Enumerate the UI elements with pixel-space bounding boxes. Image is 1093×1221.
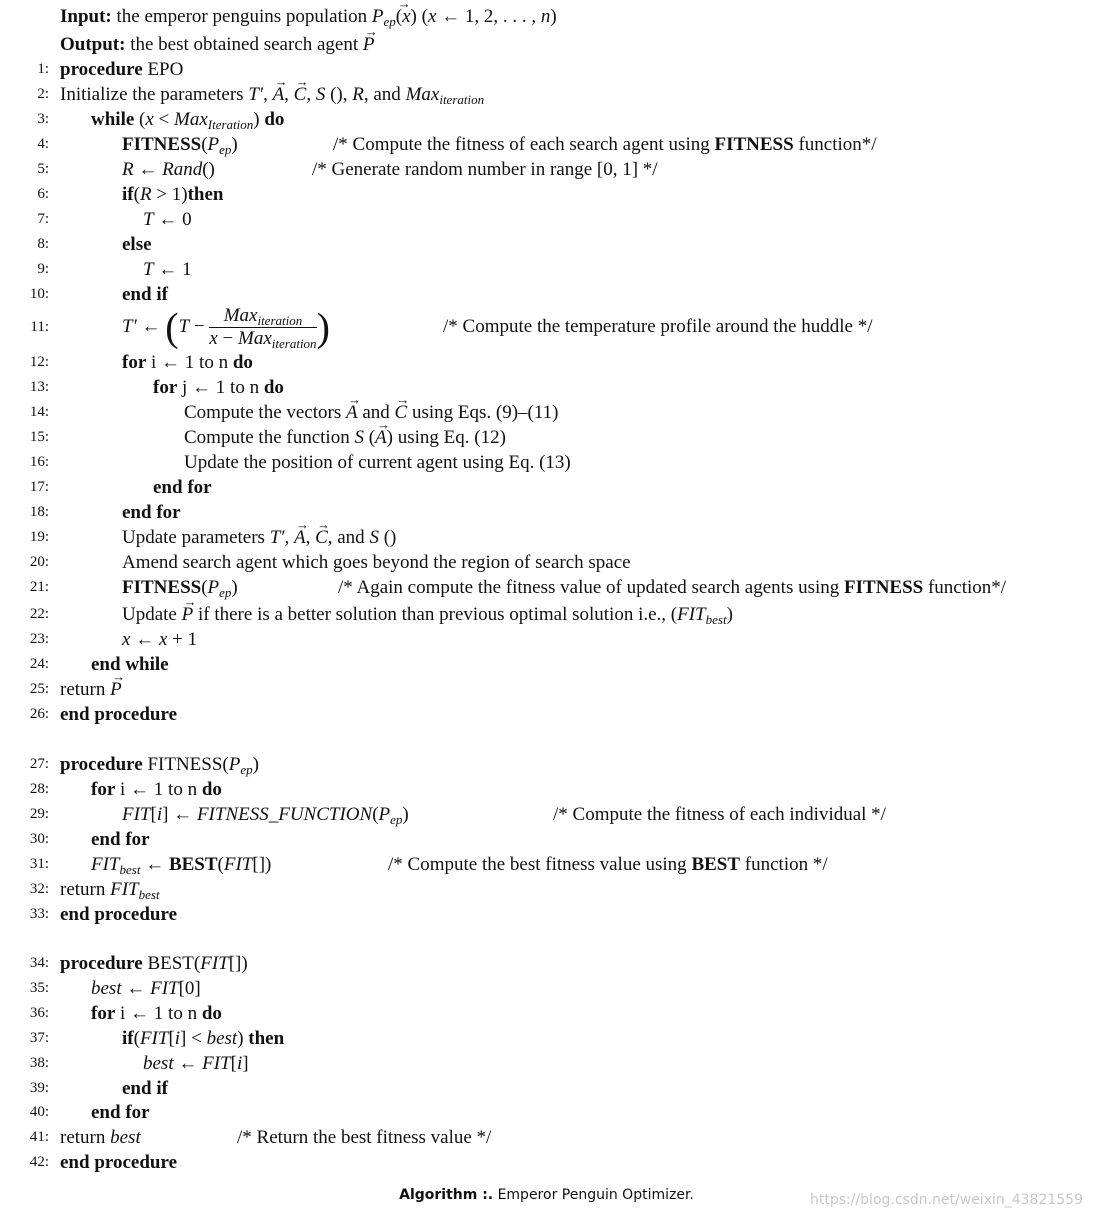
algo-line-36: 36: for i ← 1 to n do bbox=[29, 1003, 222, 1024]
output-label: Output: bbox=[60, 34, 126, 55]
algo-line-6: 6: if(R > 1)then bbox=[37, 184, 224, 205]
algo-line-42: 42: end procedure bbox=[29, 1152, 177, 1173]
algo-line-20: 20: Amend search agent which goes beyond the region of search space bbox=[29, 552, 631, 573]
algo-line-33: 33: end procedure bbox=[29, 904, 177, 925]
algo-line-39: 39: end if bbox=[29, 1078, 168, 1099]
output-text: the best obtained search agent bbox=[130, 34, 359, 55]
algo-line-18: 18: end for bbox=[29, 502, 181, 523]
algo-line-5: 5: R ← Rand() /* Generate random number in range [0, 1] */ bbox=[37, 159, 658, 180]
algo-line-1: 1: procedure EPO bbox=[37, 59, 184, 80]
algo-line-25: 25: return → P bbox=[0, 677, 1093, 702]
algo-line-28: 28: for i ← 1 to n do bbox=[29, 779, 222, 800]
algo-line-38: 38: best ← FIT[i] bbox=[29, 1053, 249, 1074]
algo-line-27: 27: procedure $FITNESS(P_{ep})$ bbox=[29, 754, 259, 777]
algo-line-29: 29: FIT[i] ← $FITNESS\_FUNCTION(P_{ep})$ /* Compute the fitness of each individual */ bbox=[29, 804, 886, 827]
algo-line-15: 15: Compute the function S (→ A) using Eq. (12) bbox=[0, 425, 1093, 450]
input-label: Input: bbox=[60, 6, 112, 27]
algo-line-22: 22: Update → P if there is a better solution than previous optimal solution i.e., $(FIT_{best})$ bbox=[0, 602, 1093, 627]
caption-title: Emperor Penguin Optimizer. bbox=[497, 1187, 694, 1203]
algo-line-35: 35: best ← FIT[0] bbox=[29, 978, 201, 999]
algo-line-4: 4: $FITNESS(P_{ep})$ /* Compute the fitness of each search agent using FITNESS function*/ bbox=[37, 134, 877, 157]
algo-line-7: 7: T ← 0 bbox=[37, 209, 192, 230]
algo-line-14: 14: Compute the vectors → A and → C using Eqs. (9)–(11) bbox=[0, 400, 1093, 425]
algo-line-3: 3: while (x < Max$_{Iteration}$) do bbox=[37, 109, 285, 132]
algo-line-9: 9: T ← 1 bbox=[37, 259, 192, 280]
algo-line-21: 21: $FITNESS(P_{ep})$ /* Again compute the fitness value of updated search agents using FITNESS function*/ bbox=[29, 577, 1007, 600]
algo-line-11: 11: T′ ← (T − $\frac{Max_{iteration}}{x - Max_{iteration}}$ ) /* Compute the temperature profile around the huddle */ bbox=[30, 304, 873, 352]
caption-label: Algorithm :. bbox=[399, 1187, 494, 1203]
algo-line-32: 32: return $FIT_{best}$ bbox=[29, 879, 160, 902]
algo-line-34: 34: procedure BEST(FIT[]) bbox=[29, 953, 248, 974]
algo-line-8: 8: else bbox=[37, 234, 152, 255]
algo-line-13: 13: for j ← 1 to n do bbox=[29, 377, 284, 398]
algo-line-17: 17: end for bbox=[29, 477, 212, 498]
input-line: Input: the emperor penguins population $P_{ep}\to (x)$ (x ← 1, 2, . . . , n) bbox=[0, 4, 1093, 29]
algo-line-10: 10: end if bbox=[29, 284, 168, 305]
output-line: Output: the best obtained search agent → P bbox=[0, 32, 1093, 57]
algo-line-19: 19: Update parameters T′, → A, → C, and S () bbox=[0, 525, 1093, 550]
algo-line-12: 12: for i ← 1 to n do bbox=[29, 352, 253, 373]
algo-line-31: 31: $FIT_{best}$ ← BEST(FIT[]) /* Compute the best fitness value using BEST function */ bbox=[29, 854, 828, 877]
watermark: https://blog.csdn.net/weixin_43821559 bbox=[809, 1192, 1083, 1208]
algo-line-2: 2: Initialize the parameters T′, → A, → C, S (), R, and Max$_{iteration}$ bbox=[0, 82, 1093, 107]
algo-line-23: 23: x ← x + 1 bbox=[29, 629, 198, 650]
algo-line-40: 40: end for bbox=[29, 1102, 150, 1123]
algo-line-41: 41: return best /* Return the best fitness value */ bbox=[29, 1127, 492, 1148]
algo-line-37: 37: if(FIT[i] < best) then bbox=[29, 1028, 285, 1049]
input-text: the emperor penguins population bbox=[116, 6, 368, 27]
algo-line-24: 24: end while bbox=[29, 654, 169, 675]
algo-line-26: 26: end procedure bbox=[29, 704, 177, 725]
algo-line-30: 30: end for bbox=[29, 829, 150, 850]
algo-line-16: 16: Update the position of current agent using Eq. (13) bbox=[29, 452, 571, 473]
